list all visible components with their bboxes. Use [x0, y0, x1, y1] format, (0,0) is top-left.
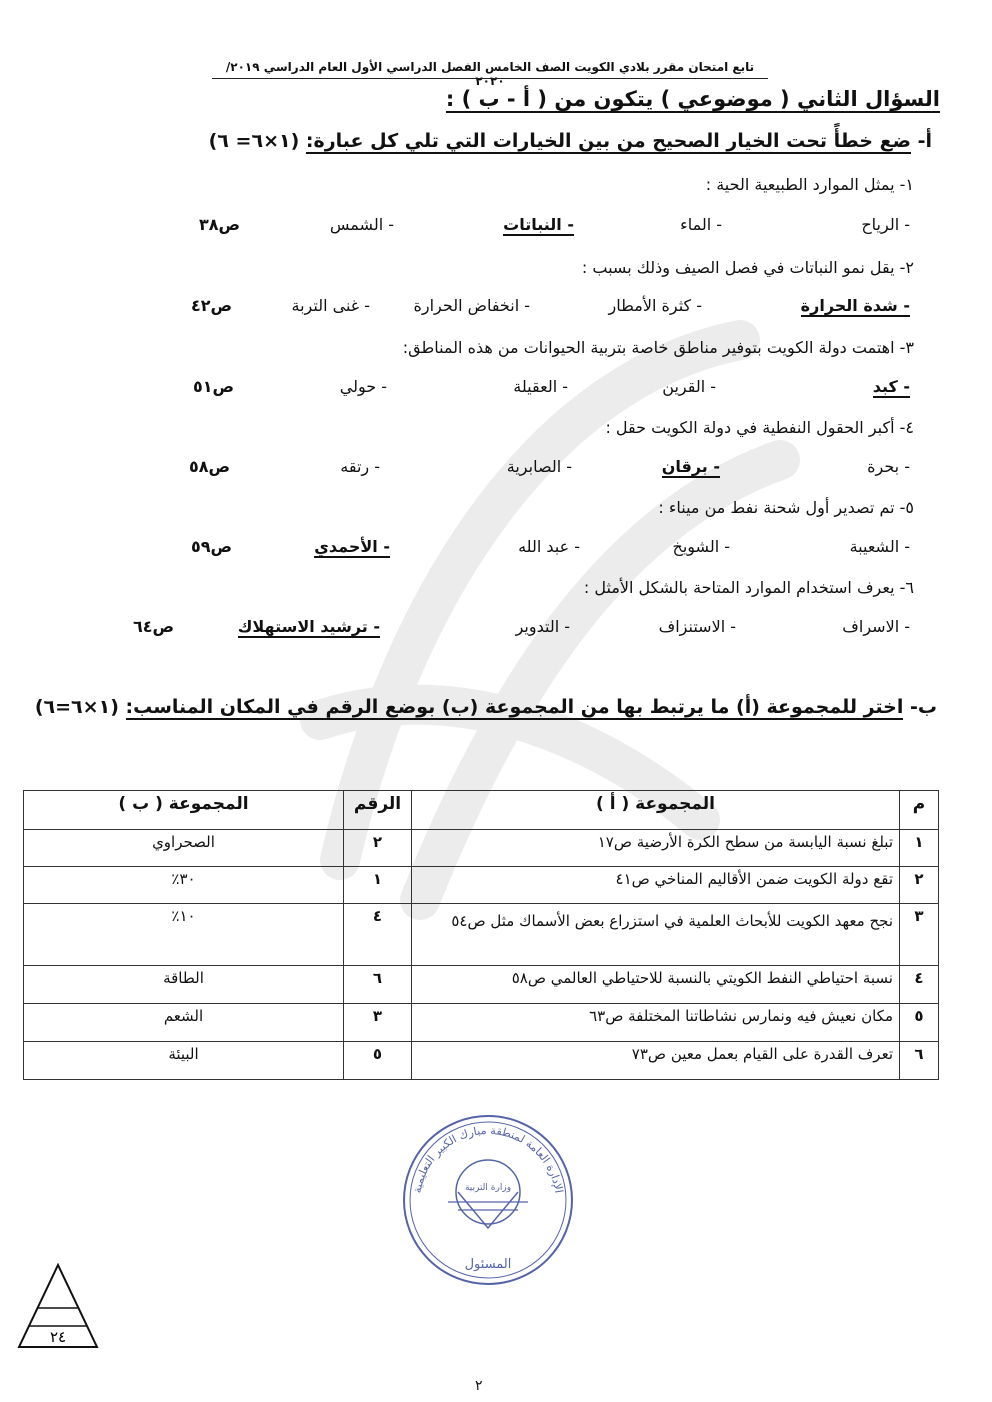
question-stem: ٤- أكبر الحقول النفطية في دولة الكويت حقل :: [605, 418, 914, 437]
group-b-cell: الطاقة: [24, 966, 344, 1004]
part-a-instruction: [209, 130, 932, 152]
option: - الشعيبة: [849, 537, 910, 556]
header-group-a: المجموعة ( أ ): [412, 791, 900, 830]
options-row: [0, 215, 992, 241]
page-ref: ص٦٤: [132, 617, 174, 636]
option: - حولي: [339, 377, 387, 396]
option: - العقيلة: [513, 377, 568, 396]
option-correct: - برقان: [661, 457, 720, 476]
triangle-value: ٢٤: [49, 1328, 67, 1346]
page-ref: ص٤٢: [190, 296, 232, 315]
option: - الصابرية: [506, 457, 572, 476]
option: - الاستنزاف: [658, 617, 736, 636]
option: - كثرة الأمطار: [608, 296, 702, 315]
group-b-cell: الصحراوي: [24, 830, 344, 867]
row-index: ٥: [900, 1004, 939, 1042]
option: - عبد الله: [518, 537, 580, 556]
answer-number: ٢: [344, 830, 412, 867]
stamp-bottom-text: المسئول: [464, 1257, 512, 1272]
option: - الاسراف: [842, 617, 910, 636]
part-a-text: ضع خطأً تحت الخيار الصحيح من بين الخيارات التي تلي كل عبارة:: [305, 130, 911, 152]
option: - انخفاض الحرارة: [413, 296, 530, 315]
option: - الرياح: [861, 215, 910, 234]
page-ref: ص٥٩: [190, 537, 232, 556]
options-row: [0, 457, 992, 483]
option: - غنى التربة: [291, 296, 370, 315]
stamp-inner-text: وزارة التربية: [464, 1183, 512, 1193]
option-correct: - الأحمدي: [314, 537, 390, 556]
options-row: [0, 537, 992, 563]
question-stem: ٢- يقل نمو النباتات في فصل الصيف وذلك بسبب :: [581, 258, 914, 277]
triangle-score-icon: [16, 1262, 100, 1350]
header-group-b: المجموعة ( ب ): [24, 791, 344, 830]
group-a-cell: تقع دولة الكويت ضمن الأقاليم المناخي ص٤١: [412, 867, 900, 904]
options-row: [0, 296, 992, 322]
table-row: [24, 966, 939, 1004]
option-correct: - النباتات: [503, 215, 574, 234]
options-row: [0, 617, 992, 643]
option: - الماء: [680, 215, 722, 234]
official-stamp-icon: [398, 1110, 578, 1290]
group-a-cell: مكان نعيش فيه ونمارس نشاطاتنا المختلفة ص٦٣: [412, 1004, 900, 1042]
group-a-cell: تعرف القدرة على القيام بعمل معين ص٧٣: [412, 1042, 900, 1080]
question-stem: ٥- تم تصدير أول شحنة نفط من ميناء :: [658, 498, 914, 517]
question-title: السؤال الثاني ( موضوعي ) يتكون من ( أ - ب ) :: [445, 87, 940, 111]
exam-header: تابع امتحان مقرر بلادي الكويت الصف الخامس الفصل الدراسي الأول العام الدراسي ٢٠١٩/ ٢٠٢٠: [225, 60, 755, 88]
page-number: ٢: [475, 1378, 483, 1394]
option-correct: - شدة الحرارة: [800, 296, 910, 315]
part-b-text: اختر للمجموعة (أ) ما يرتبط بها من المجموعة (ب) بوضع الرقم في المكان المناسب:: [125, 696, 904, 718]
group-b-cell: الشعم: [24, 1004, 344, 1042]
group-a-cell: تبلغ نسبة اليابسة من سطح الكرة الأرضية ص١٧: [412, 830, 900, 867]
table-row: [24, 904, 939, 966]
row-index: ٤: [900, 966, 939, 1004]
answer-number: ٦: [344, 966, 412, 1004]
stamp-outer-text: الإدارة العامة لمنطقة مبارك الكبير التعليمية: [410, 1123, 566, 1194]
header-divider: [212, 78, 768, 79]
group-b-cell: ٣٠٪: [24, 867, 344, 904]
row-index: ١: [900, 830, 939, 867]
part-b-marks: (١×٦=٦): [34, 696, 119, 718]
answer-number: ٤: [344, 904, 412, 966]
row-index: ٦: [900, 1042, 939, 1080]
group-b-cell: ١٠٪: [24, 904, 344, 966]
matching-table: [23, 790, 939, 1080]
part-a-marks: (١×٦= ٦): [208, 130, 300, 152]
option: - رتقه: [340, 457, 380, 476]
table-header-row: [24, 791, 939, 830]
page-ref: ص٣٨: [198, 215, 240, 234]
option-correct: - ترشيد الاستهلاك: [237, 617, 380, 636]
answer-number: ٣: [344, 1004, 412, 1042]
header-m: م: [900, 791, 939, 830]
page-ref: ص٥٨: [188, 457, 230, 476]
option: - الشويخ: [672, 537, 730, 556]
question-stem: ١- يمثل الموارد الطبيعية الحية :: [705, 175, 914, 194]
group-b-cell: البيئة: [24, 1042, 344, 1080]
page-ref: ص٥١: [192, 377, 234, 396]
table-row: [24, 867, 939, 904]
row-index: ٣: [900, 904, 939, 966]
option: - الشمس: [329, 215, 394, 234]
question-stem: ٦- يعرف استخدام الموارد المتاحة بالشكل الأمثل :: [583, 578, 914, 597]
part-a-letter: أ-: [917, 130, 932, 152]
row-index: ٢: [900, 867, 939, 904]
options-row: [0, 377, 992, 403]
answer-number: ١: [344, 867, 412, 904]
table-row: [24, 830, 939, 867]
option: - القرين: [662, 377, 716, 396]
question-stem: ٣- اهتمت دولة الكويت بتوفير مناطق خاصة بتربية الحيوانات من هذه المناطق:: [402, 338, 914, 357]
header-number: الرقم: [344, 791, 412, 830]
option: - بحرة: [867, 457, 910, 476]
group-a-cell: نسبة احتياطي النفط الكويتي بالنسبة للاحتياطي العالمي ص٥٨: [412, 966, 900, 1004]
group-a-cell: نجح معهد الكويت للأبحاث العلمية في استزراع بعض الأسماك مثل ص٥٤: [412, 904, 900, 966]
part-b-instruction: [35, 696, 937, 718]
table-row: [24, 1042, 939, 1080]
part-b-letter: ب-: [910, 696, 937, 718]
answer-number: ٥: [344, 1042, 412, 1080]
option-correct: - كبد: [872, 377, 910, 396]
table-row: [24, 1004, 939, 1042]
option: - التدوير: [515, 617, 570, 636]
